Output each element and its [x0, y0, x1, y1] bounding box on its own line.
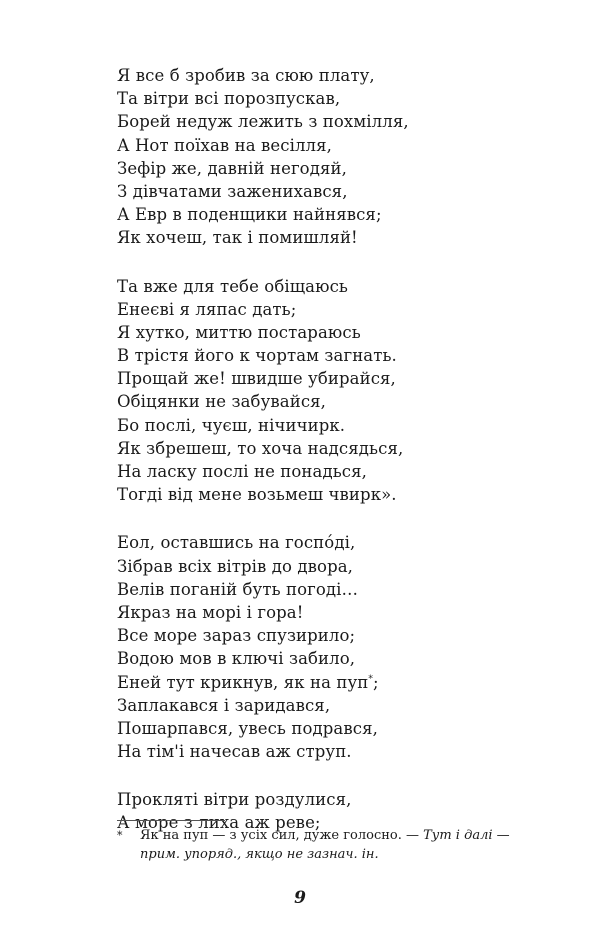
verse-line: Я хутко, миттю постараюсь [117, 322, 361, 342]
footnote-editor-note: Тут і далі — прим. упоряд., якщо не зазнач. ін. [140, 828, 510, 862]
verse-line: На тім'і начесав аж струп. [117, 742, 352, 762]
verse-line: Обіцянки не забувайся, [117, 392, 327, 412]
poem-text [117, 64, 517, 860]
verse-line: Борей недуж лежить з похмілля, [117, 112, 409, 132]
footnote-definition: Як на пуп — з усіх сил, дуже голосно. — [140, 828, 424, 843]
stanza-3 [117, 531, 517, 763]
verse-line: Водою мов в ключі забило, [117, 649, 356, 669]
verse-line: А море з лиха аж реве; [117, 813, 321, 833]
verse-line: Якраз на морі і гора! [117, 602, 304, 622]
verse-line: Тогді від мене возьмеш чвирк». [117, 485, 397, 505]
verse-line: А Нот поїхав на весілля, [117, 135, 332, 155]
verse-line: На ласку послі не понадься, [117, 462, 367, 481]
verse-line: В трістя його к чортам загнать. [117, 346, 397, 366]
verse-line: Все море зараз спузирило; [117, 626, 356, 646]
verse-line: Бо послі, чуєш, нічичирк. [117, 415, 346, 435]
verse-line: Велів поганій буть погоді… [117, 579, 359, 599]
verse-line: Я все б зробив за сюю плату, [117, 66, 375, 85]
verse-line: Енеєві я ляпас дать; [117, 299, 297, 319]
verse-line: З дівчатами заженихався, [117, 181, 348, 201]
verse-line-with-footnote: Еней тут крикнув, як на пуп*; [117, 672, 379, 692]
verse-line: Та вітри всі порозпускав, [117, 89, 341, 109]
verse-line: Заплакався і заридався, [117, 695, 331, 715]
verse-line: Прощай же! швидше убирайся, [117, 369, 396, 389]
verse-line: Як збрешеш, то хоча надсядься, [117, 438, 404, 458]
stanza-1 [117, 64, 517, 250]
verse-text: Еней тут крикнув, як на пуп [117, 672, 369, 692]
verse-line: А Евр в поденщики найнявся; [117, 205, 382, 225]
verse-line: Як хочеш, так і помишляй! [117, 228, 358, 248]
verse-line: Еол, оставшись на госпóді, [117, 533, 356, 553]
stanza-2 [117, 275, 517, 507]
verse-line: Прокляті вітри роздулися, [117, 790, 352, 810]
verse-line: Зефір же, давній негодяй, [117, 158, 347, 178]
verse-line: Зібрав всіх вітрів до двора, [117, 556, 354, 576]
verse-line: Пошарпався, увесь подрався, [117, 718, 378, 738]
footnote [117, 826, 517, 864]
verse-line: Та вже для тебе обіщаюсь [117, 276, 349, 296]
page-number: 9 [294, 888, 306, 908]
footnote-mark: * [117, 829, 123, 842]
footnote-text [117, 826, 517, 864]
footnote-reference: * [368, 674, 373, 684]
footnote-divider [117, 820, 225, 821]
